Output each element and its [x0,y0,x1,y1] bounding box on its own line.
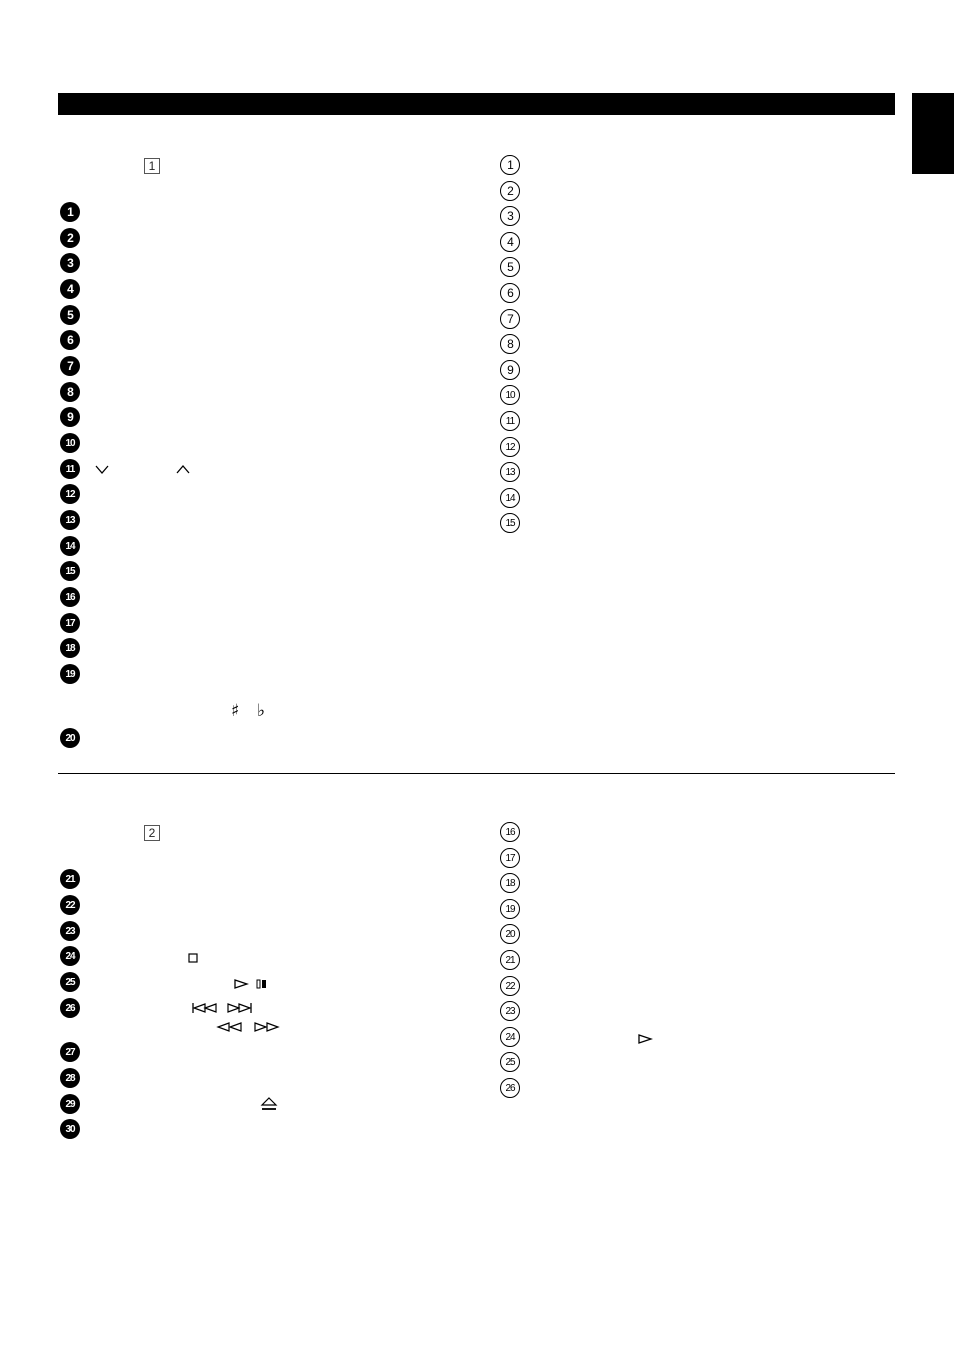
callout-marker: 2 [60,228,80,248]
callout-marker: 20 [60,728,80,748]
callout-marker: 2 [500,181,520,201]
callout-marker: 14 [500,488,520,508]
callout-marker: 15 [60,561,80,581]
callout-marker: 4 [500,232,520,252]
callout-marker: 25 [60,972,80,992]
figure-2-label: 2 [144,825,160,841]
callout-marker: 8 [500,334,520,354]
callout-marker: 6 [60,330,80,350]
callout-marker: 12 [500,437,520,457]
callout-marker: 9 [500,360,520,380]
skip-back-icon [191,1002,219,1014]
callout-marker: 23 [500,1001,520,1021]
callout-marker: 30 [60,1119,80,1139]
callout-marker: 28 [60,1068,80,1088]
callout-marker: 19 [500,899,520,919]
rewind-icon [216,1021,244,1033]
callout-marker: 15 [500,513,520,533]
callout-marker: 12 [60,484,80,504]
figure-1-label: 1 [144,158,160,174]
play-icon [637,1033,653,1045]
callout-marker: 18 [500,873,520,893]
play-icon [233,978,249,990]
callout-marker: 13 [500,462,520,482]
callout-marker: 11 [60,459,80,479]
callout-marker: 16 [60,587,80,607]
skip-forward-icon [226,1002,254,1014]
callout-marker: 6 [500,283,520,303]
sharp-icon: ♯ [231,701,240,721]
pause-icon [255,978,269,990]
callout-marker: 1 [60,202,80,222]
callout-marker: 4 [60,279,80,299]
callout-marker: 14 [60,536,80,556]
callout-marker: 21 [60,869,80,889]
callout-marker: 3 [60,253,80,273]
callout-marker: 10 [60,433,80,453]
chevron-down-icon [94,463,110,475]
callout-marker: 5 [60,305,80,325]
flat-icon: ♭ [257,701,266,721]
callout-marker: 26 [60,998,80,1018]
callout-marker: 11 [500,411,520,431]
callout-marker: 21 [500,950,520,970]
callout-marker: 26 [500,1078,520,1098]
callout-marker: 23 [60,921,80,941]
callout-marker: 20 [500,924,520,944]
callout-marker: 1 [500,155,520,175]
callout-marker: 7 [60,356,80,376]
callout-marker: 24 [60,946,80,966]
callout-marker: 10 [500,385,520,405]
callout-marker: 13 [60,510,80,530]
callout-marker: 24 [500,1027,520,1047]
callout-marker: 29 [60,1094,80,1114]
fast-forward-icon [253,1021,281,1033]
callout-marker: 22 [500,976,520,996]
callout-marker: 22 [60,895,80,915]
callout-marker: 3 [500,206,520,226]
chevron-up-icon [175,463,191,475]
callout-marker: 18 [60,638,80,658]
callout-marker: 25 [500,1052,520,1072]
callout-marker: 8 [60,382,80,402]
callout-marker: 27 [60,1042,80,1062]
callout-marker: 17 [60,613,80,633]
callout-marker: 5 [500,257,520,277]
callout-marker: 16 [500,822,520,842]
callout-marker: 7 [500,309,520,329]
section-header-bar [58,93,895,115]
callout-marker: 19 [60,664,80,684]
stop-icon [187,952,199,964]
callout-marker: 9 [60,407,80,427]
callout-marker: 17 [500,848,520,868]
section-divider [58,773,895,774]
eject-icon [260,1097,278,1111]
side-tab-marker [912,93,954,174]
